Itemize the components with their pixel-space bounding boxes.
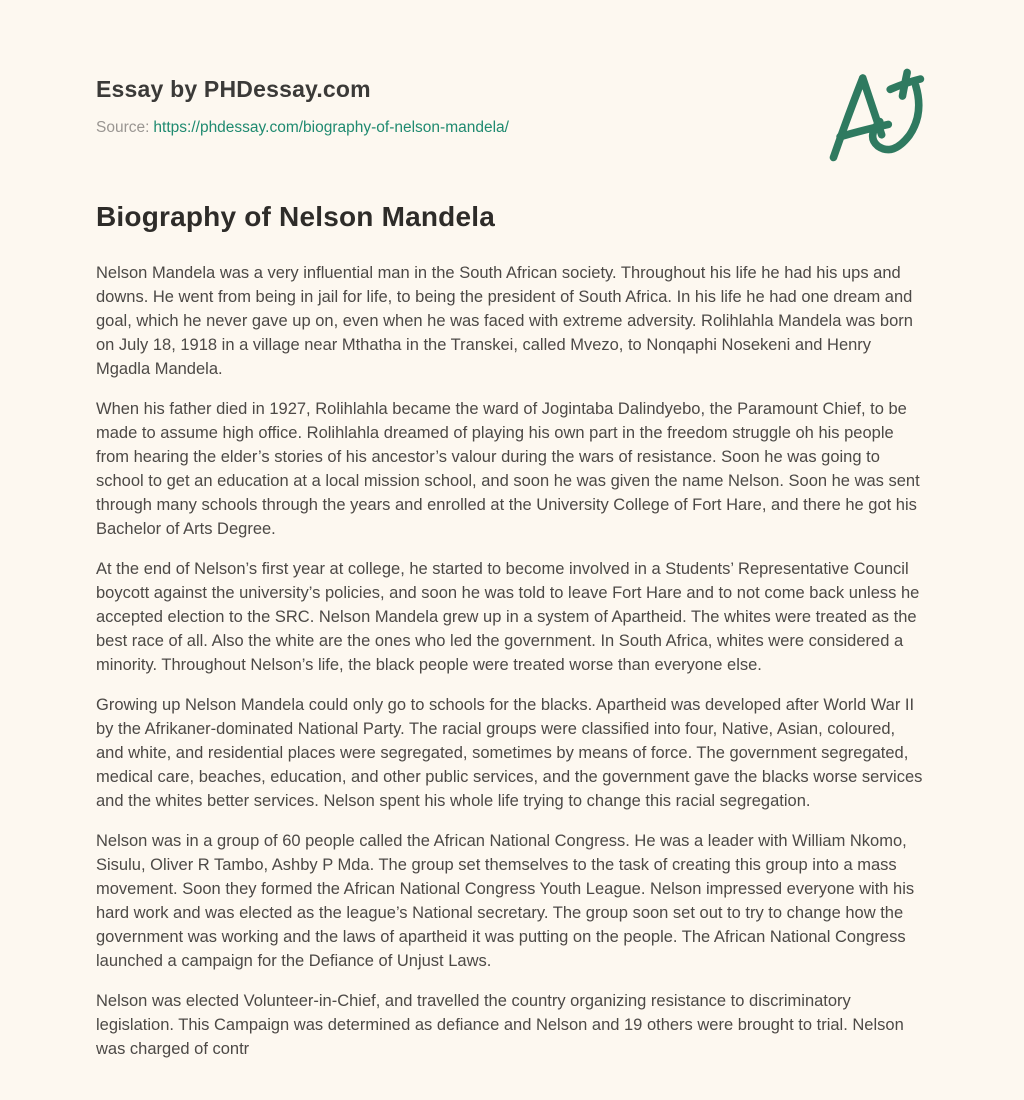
aplus-logo-icon [824, 62, 928, 166]
essay-paragraph: Nelson was elected Volunteer-in-Chief, and travelled the country organizing resistance to discriminatory legislation. This Campaign was determined as defiance and Nelson and 19 others were brought to trial. Nelson was charged of contr [96, 992, 904, 1058]
essay-title: Biography of Nelson Mandela [96, 201, 495, 232]
source-link[interactable]: https://phdessay.com/biography-of-nelson-mandela/ [153, 119, 509, 136]
essay-paragraph: When his father died in 1927, Rolihlahla became the ward of Jogintaba Dalindyebo, the Paramount Chief, to be made to assume high office. Rolihlahla dreamed of playing his own part in the freedom struggle oh his people from hearing the elder’s stories of his ancestor’s valour during the wars of resistance. Soon he was going to school to get an education at a local mission school, and soon he was given the name Nelson. Soon he was sent through many schools through the years and enrolled at the University College of Fort Hare, and there he got his Bachelor of Arts Degree. [96, 400, 920, 538]
essay-paragraph: Nelson Mandela was a very influential man in the South African society. Throughout his life he had his ups and downs. He went from being in jail for life, to being the president of South Africa. In his life he had one dream and goal, which he never gave up on, even when he was faced with extreme adversity. Rolihlahla Mandela was born on July 18, 1918 in a village near Mthatha in the Transkei, called Mvezo, to Nonqaphi Nosekeni and Henry Mgadla Mandela. [96, 264, 913, 378]
source-line [96, 119, 926, 137]
essay-paragraph: Growing up Nelson Mandela could only go to schools for the blacks. Apartheid was developed after World War II by the Afrikaner-dominated National Party. The racial groups were classified into four, Native, Asian, coloured, and white, and residential places were segregated, sometimes by means of force. The government segregated, medical care, beaches, education, and other public services, and the government gave the blacks worse services and the whites better services. Nelson spent his whole life trying to change this racial segregation. [96, 696, 923, 810]
brand-title: Essay by PHDessay.com [96, 76, 371, 102]
header [96, 76, 926, 137]
essay-paragraph: Nelson was in a group of 60 people called the African National Congress. He was a leader with William Nkomo, Sisulu, Oliver R Tambo, Ashby P Mda. The group set themselves to the task of creating this group into a mass movement. Soon they formed the African National Congress Youth League. Nelson impressed everyone with his hard work and was elected as the league’s National secretary. The group soon set out to try to change how the government was working and the laws of apartheid it was putting on the people. The African National Congress launched a campaign for the Defiance of Unjust Laws. [96, 832, 915, 970]
essay-paragraph: At the end of Nelson’s first year at college, he started to become involved in a Students’ Representative Council boycott against the university’s policies, and soon he was told to leave Fort Hare and to not come back unless he accepted election to the SRC. Nelson Mandela grew up in a system of Apartheid. The whites were treated as the best race of all. Also the white are the ones who led the government. In South Africa, whites were considered a minority. Throughout Nelson’s life, the black people were treated worse than everyone else. [96, 560, 920, 674]
source-label: Source: [96, 119, 150, 136]
essay-body [96, 261, 926, 1061]
